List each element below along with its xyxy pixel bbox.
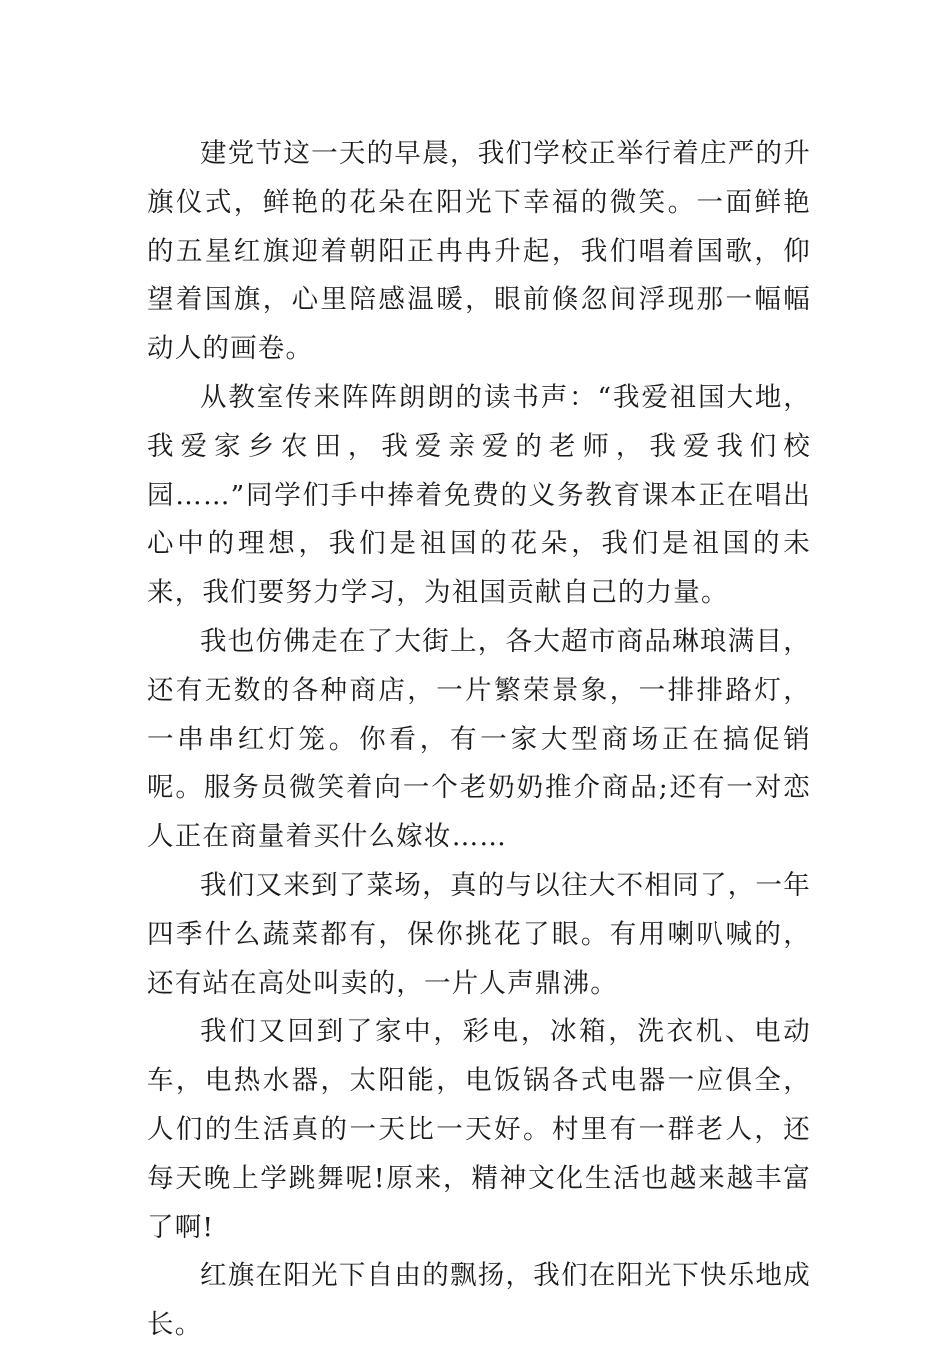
paragraph-1: 建党节这一天的早晨，我们学校正举行着庄严的升旗仪式，鲜艳的花朵在阳光下幸福的微笑。一面鲜艳的五星红旗迎着朝阳正冉冉升起，我们唱着国歌，仰望着国旗，心里陪感温暖，眼前倏忽间浮现那一幅幅动人的画卷。 xyxy=(147,138,811,365)
paragraph-2: 从教室传来阵阵朗朗的读书声：“我爱祖国大地，我爱家乡农田，我爱亲爱的老师，我爱我们校园……”同学们手中捧着免费的义务教育课本正在唱出心中的理想，我们是祖国的花朵，我们是祖国的未来，我们要努力学习，为祖国贡献自己的力量。 xyxy=(147,381,811,609)
paragraph-6: 红旗在阳光下自由的飘扬，我们在阳光下快乐地成长。 xyxy=(147,1260,811,1341)
paragraph-3: 我也仿佛走在了大街上，各大超市商品琳琅满目，还有无数的各种商店，一片繁荣景象，一排排路灯，一串串红灯笼。你看，有一家大型商场正在搞促销呢。服务员微笑着向一个老奶奶推介商品;还有一对恋人正在商量着买什么嫁妆…… xyxy=(147,625,811,853)
paragraph-4: 我们又来到了菜场，真的与以往大不相同了，一年四季什么蔬菜都有，保你挑花了眼。有用喇叭喊的，还有站在高处叫卖的，一片人声鼎沸。 xyxy=(147,869,811,999)
document-body xyxy=(147,130,811,1350)
paragraph-5: 我们又回到了家中，彩电，冰箱，洗衣机、电动车，电热水器，太阳能，电饭锅各式电器一应俱全，人们的生活真的一天比一天好。村里有一群老人，还每天晚上学跳舞呢!原来，精神文化生活也越来越丰富了啊! xyxy=(147,1016,811,1243)
